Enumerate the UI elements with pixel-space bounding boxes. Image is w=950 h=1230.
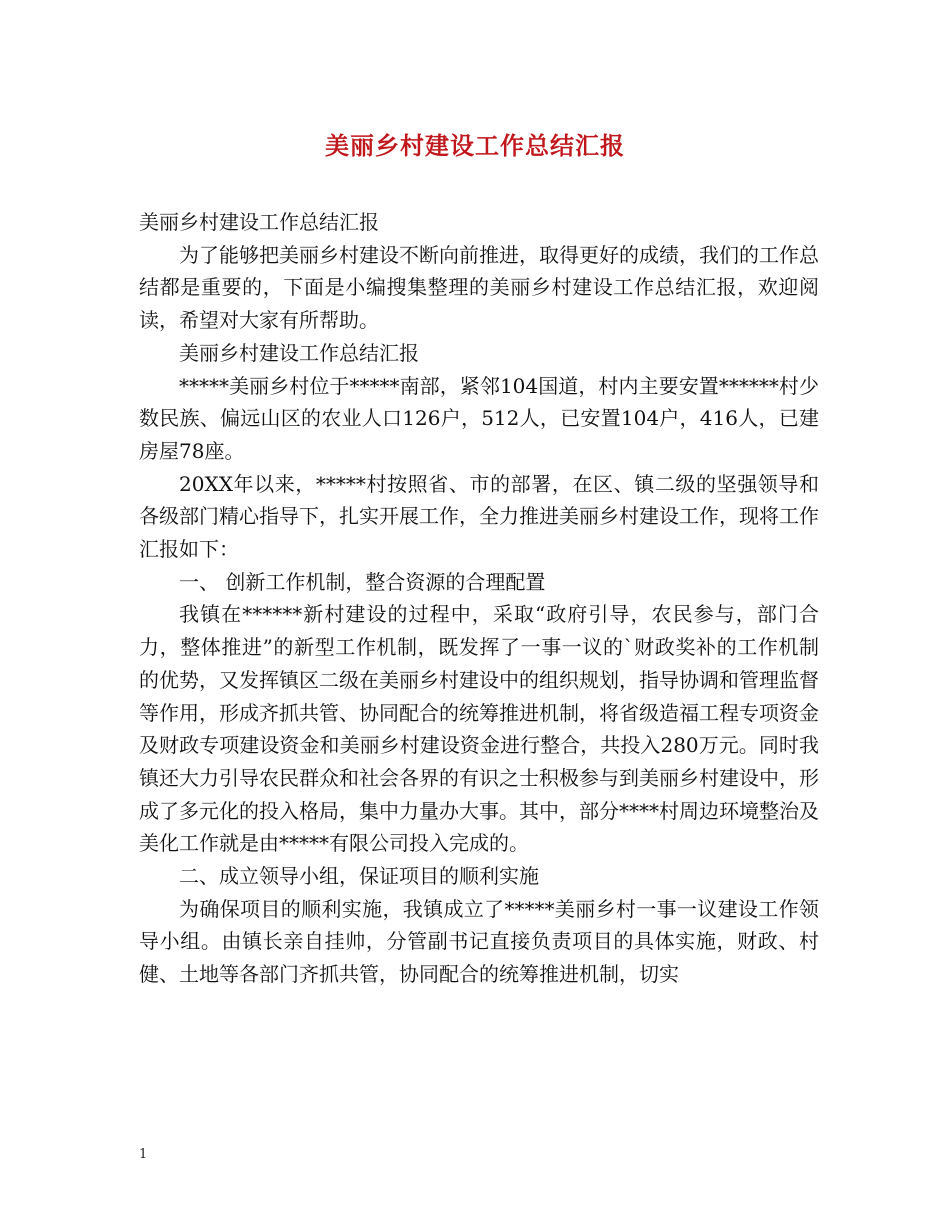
paragraph-intro: 为了能够把美丽乡村建设不断向前推进，取得更好的成绩，我们的工作总结都是重要的，下面是小编搜集整理的美丽乡村建设工作总结汇报，欢迎阅读，希望对大家有所帮助。: [139, 242, 819, 333]
document-body: [139, 206, 819, 991]
page-number: 1: [139, 1147, 148, 1162]
document-title: 美丽乡村建设工作总结汇报: [325, 131, 625, 160]
section-heading-1: 一、 创新工作机制，整合资源的合理配置: [179, 569, 546, 594]
paragraph-section-2: 为确保项目的顺利实施，我镇成立了*****美丽乡村一事一议建设工作领导小组。由镇长亲自挂帅，分管副书记直接负责项目的具体实施，财政、村健、土地等各部门齐抓共管，协同配合的统筹推进机制，切实: [139, 896, 819, 987]
paragraph-subheading: 美丽乡村建设工作总结汇报: [179, 340, 419, 365]
section-heading-2: 二、成立领导小组，保证项目的顺利实施: [179, 864, 539, 889]
paragraph-location: *****美丽乡村位于*****南部，紧邻104国道，村内主要安置******村少数民族、偏远山区的农业人口126户，512人，已安置104户，416人，已建房屋78座。: [139, 373, 819, 463]
paragraph-section-1: 我镇在******新村建设的过程中，采取“政府引导，农民参与，部门合力，整体推进”的新型工作机制，既发挥了一事一议的`财政奖补的工作机制的优势，又发挥镇区二级在美丽乡村建设中的组织规划，指导协调和管理监督等作用，形成齐抓共管、协同配合的统筹推进机制，将省级造福工程专项资金及财政专项建设资金和美丽乡村建设资金进行整合，共投入280万元。同时我镇还大力引导农民群众和社会各界的有识之士积极参与到美丽乡村建设中，形成了多元化的投入格局，集中力量办大事。其中，部分****村周边环境整治及美化工作就是由*****有限公司投入完成的。: [139, 602, 819, 856]
paragraph-heading: 美丽乡村建设工作总结汇报: [139, 210, 379, 234]
paragraph-overview: 20XX年以来，*****村按照省、市的部署，在区、镇二级的坚强领导和各级部门精心指导下，扎实开展工作，全力推进美丽乡村建设工作，现将工作汇报如下：: [139, 471, 819, 562]
